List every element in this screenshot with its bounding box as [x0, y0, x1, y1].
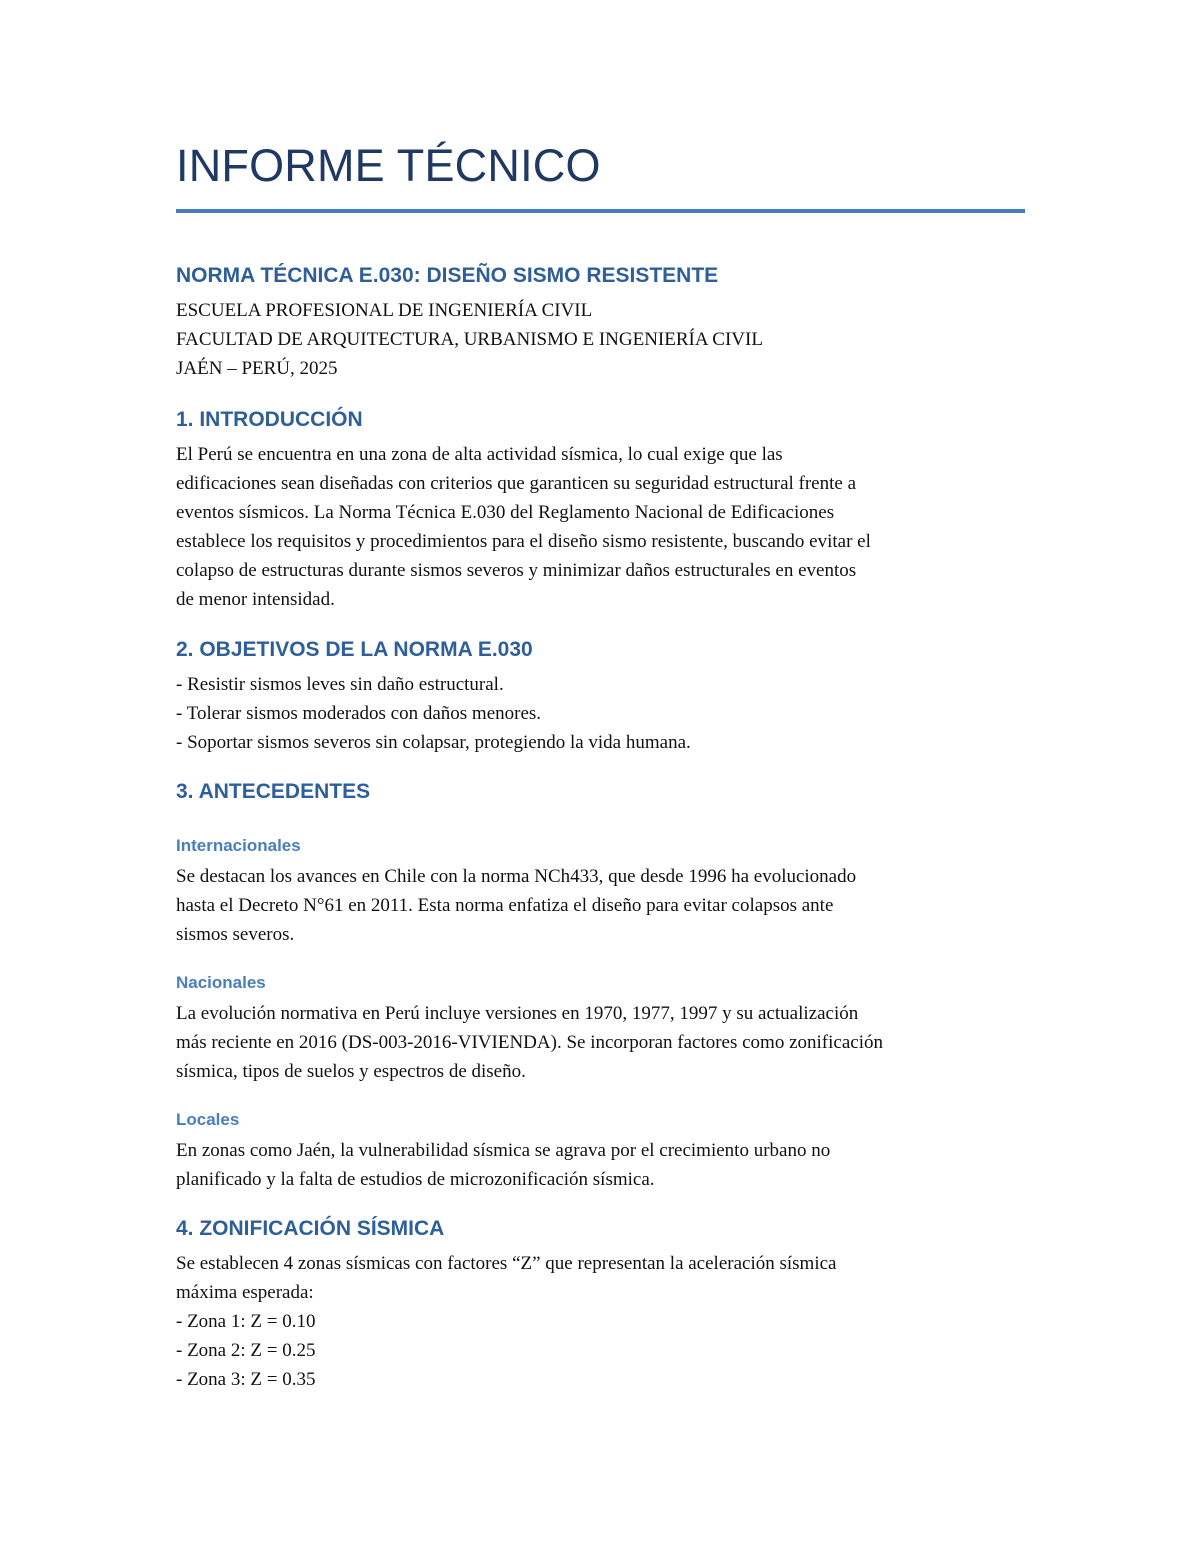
paragraph-line: más reciente en 2016 (DS-003-2016-VIVIENDA). Se incorporan factores como zonificación	[176, 1032, 883, 1053]
list-item: - Resistir sismos leves sin daño estructural.	[176, 674, 504, 695]
paragraph-line: sísmica, tipos de suelos y espectros de diseño.	[176, 1061, 526, 1082]
institution-line: ESCUELA PROFESIONAL DE INGENIERÍA CIVIL	[176, 300, 593, 321]
paragraph-line: colapso de estructuras durante sismos severos y minimizar daños estructurales en eventos	[176, 560, 857, 581]
institution-block	[176, 296, 1026, 383]
international-paragraph	[176, 862, 1026, 949]
objectives-list	[176, 670, 1026, 757]
institution-line: JAÉN – PERÚ, 2025	[176, 358, 338, 379]
list-item: - Soportar sismos severos sin colapsar, protegiendo la vida humana.	[176, 732, 691, 753]
list-item: - Tolerar sismos moderados con daños menores.	[176, 703, 542, 724]
list-item: - Zona 1: Z = 0.10	[176, 1311, 316, 1332]
subheading-local: Locales	[176, 1110, 240, 1129]
paragraph-line: La evolución normativa en Perú incluye versiones en 1970, 1977, 1997 y su actualización	[176, 1003, 859, 1024]
paragraph-line: En zonas como Jaén, la vulnerabilidad sísmica se agrava por el crecimiento urbano no	[176, 1140, 831, 1161]
section-heading-intro: 1. INTRODUCCIÓN	[176, 408, 363, 431]
zoning-paragraph	[176, 1249, 1026, 1394]
document-subtitle: NORMA TÉCNICA E.030: DISEÑO SISMO RESISTENTE	[176, 264, 719, 287]
intro-paragraph	[176, 440, 1026, 614]
section-heading-zoning: 4. ZONIFICACIÓN SÍSMICA	[176, 1217, 445, 1240]
paragraph-line: de menor intensidad.	[176, 589, 335, 610]
list-item: - Zona 3: Z = 0.35	[176, 1369, 316, 1390]
institution-line: FACULTAD DE ARQUITECTURA, URBANISMO E INGENIERÍA CIVIL	[176, 329, 763, 350]
section-heading-background: 3. ANTECEDENTES	[176, 780, 371, 803]
paragraph-line: establece los requisitos y procedimientos para el diseño sismo resistente, buscando evitar el	[176, 531, 871, 552]
subheading-national: Nacionales	[176, 973, 266, 992]
paragraph-line: Se establecen 4 zonas sísmicas con factores “Z” que representan la aceleración sísmica	[176, 1253, 837, 1274]
title-underline	[176, 209, 1025, 213]
paragraph-line: edificaciones sean diseñadas con criterios que garanticen su seguridad estructural frente a	[176, 473, 857, 494]
national-paragraph	[176, 999, 1026, 1086]
paragraph-line: máxima esperada:	[176, 1282, 314, 1303]
document-title: INFORME TÉCNICO	[176, 140, 601, 191]
list-item: - Zona 2: Z = 0.25	[176, 1340, 316, 1361]
local-paragraph	[176, 1136, 1026, 1194]
paragraph-line: El Perú se encuentra en una zona de alta actividad sísmica, lo cual exige que las	[176, 444, 783, 465]
paragraph-line: sismos severos.	[176, 924, 295, 945]
paragraph-line: hasta el Decreto N°61 en 2011. Esta norma enfatiza el diseño para evitar colapsos ante	[176, 895, 834, 916]
section-heading-objectives: 2. OBJETIVOS DE LA NORMA E.030	[176, 638, 533, 661]
paragraph-line: eventos sísmicos. La Norma Técnica E.030 del Reglamento Nacional de Edificaciones	[176, 502, 835, 523]
paragraph-line: planificado y la falta de estudios de microzonificación sísmica.	[176, 1169, 655, 1190]
subheading-international: Internacionales	[176, 836, 301, 855]
paragraph-line: Se destacan los avances en Chile con la norma NCh433, que desde 1996 ha evolucionado	[176, 866, 857, 887]
